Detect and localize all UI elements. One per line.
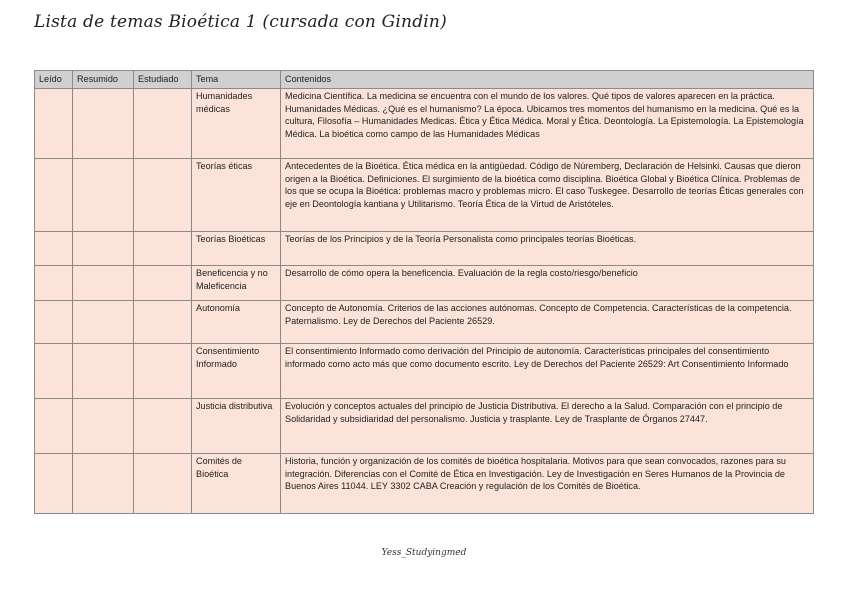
- leido-cell[interactable]: [35, 159, 73, 232]
- contenidos-cell: Medicina Científica. La medicina se encuentra con el mundo de los valores. Qué tipos de valores aparecen en la práctica. Humanidades Médicas. ¿Qué es el humanismo? La época. Ubicamos tres momentos del humanismo en la medicina. Qué es la cultura, Filosofía – Humanidades Medicas. Ética y Ética Médica. Moral y Ética. Deontología. La Epistemología. La Epistemología Médica. La bioética como campo de las Humanidades Médicas: [281, 89, 814, 159]
- leido-cell[interactable]: [35, 232, 73, 266]
- contenidos-cell: Historia, función y organización de los comités de bioética hospitalaria. Motivos para que sean convocados, razones para su integración. Diferencias con el Comité de Ética en Investigación. Ley de Investigación en Seres Humanos de la Provincia de Buenos Aires 11044. LEY 3302 CABA Creación y regulación de los Comités de Bioética.: [281, 454, 814, 514]
- footer-signature: Yess_Studyingmed: [381, 548, 467, 558]
- table-row: [35, 301, 814, 344]
- tema-cell: Teorías Bioéticas: [192, 232, 281, 266]
- header-tema: Tema: [192, 71, 281, 89]
- topics-table: [34, 70, 814, 514]
- contenidos-cell: Evolución y conceptos actuales del principio de Justicia Distributiva. El derecho a la Salud. Comparación con el principio de Solidaridad y subsidiaridad del personalismo. Justicia y trasplante. Ley de Trasplante de Órganos 27447.: [281, 399, 814, 454]
- tema-cell: Consentimiento Informado: [192, 344, 281, 399]
- contenidos-cell: El consentimiento Informado como derivación del Principio de autonomía. Características principales del consentimiento informado como acto más que como documento escrito. Ley de Derechos del Paciente 26529: Art Consentimiento Informado: [281, 344, 814, 399]
- tema-cell: Comités de Bioética: [192, 454, 281, 514]
- estudiado-cell[interactable]: [134, 232, 192, 266]
- resumido-cell[interactable]: [73, 266, 134, 301]
- leido-cell[interactable]: [35, 399, 73, 454]
- table-row: [35, 232, 814, 266]
- estudiado-cell[interactable]: [134, 344, 192, 399]
- contenidos-cell: Teorías de los Principios y de la Teoría Personalista como principales teorías Bioéticas.: [281, 232, 814, 266]
- resumido-cell[interactable]: [73, 232, 134, 266]
- table-row: [35, 266, 814, 301]
- header-contenidos: Contenidos: [281, 71, 814, 89]
- contenidos-cell: Desarrollo de cómo opera la beneficencia. Evaluación de la regla costo/riesgo/beneficio: [281, 266, 814, 301]
- resumido-cell[interactable]: [73, 399, 134, 454]
- table-header-row: [35, 71, 814, 89]
- header-resumido: Resumido: [73, 71, 134, 89]
- estudiado-cell[interactable]: [134, 454, 192, 514]
- tema-cell: Beneficencia y no Maleficencia: [192, 266, 281, 301]
- resumido-cell[interactable]: [73, 159, 134, 232]
- estudiado-cell[interactable]: [134, 89, 192, 159]
- tema-cell: Teorías éticas: [192, 159, 281, 232]
- leido-cell[interactable]: [35, 301, 73, 344]
- resumido-cell[interactable]: [73, 89, 134, 159]
- resumido-cell[interactable]: [73, 301, 134, 344]
- estudiado-cell[interactable]: [134, 301, 192, 344]
- leido-cell[interactable]: [35, 89, 73, 159]
- resumido-cell[interactable]: [73, 454, 134, 514]
- header-estudiado: Estudiado: [134, 71, 192, 89]
- estudiado-cell[interactable]: [134, 399, 192, 454]
- page-title: Lista de temas Bioética 1 (cursada con Gindin): [34, 12, 447, 32]
- table-row: [35, 344, 814, 399]
- tema-cell: Autonomía: [192, 301, 281, 344]
- leido-cell[interactable]: [35, 266, 73, 301]
- table-row: [35, 454, 814, 514]
- tema-cell: Justicia distributiva: [192, 399, 281, 454]
- header-leido: Leído: [35, 71, 73, 89]
- resumido-cell[interactable]: [73, 344, 134, 399]
- estudiado-cell[interactable]: [134, 266, 192, 301]
- table-row: [35, 89, 814, 159]
- estudiado-cell[interactable]: [134, 159, 192, 232]
- contenidos-cell: Antecedentes de la Bioética. Ética médica en la antigüedad. Código de Núremberg, Declaración de Helsinki. Causas que dieron origen a la Bioética. Definiciones. El surgimiento de la bioética como disciplina. Bioética Global y Bioética Clínica. Problemas de los que se ocupa la Bioética: problemas macro y problemas micro. El caso Tuskegee. Desarrollo de teorías Éticas generales con eje en Deontología kantiana y Utilitarismo. Teoría Ética de la Virtud de Aristóteles.: [281, 159, 814, 232]
- leido-cell[interactable]: [35, 344, 73, 399]
- table-row: [35, 399, 814, 454]
- leido-cell[interactable]: [35, 454, 73, 514]
- contenidos-cell: Concepto de Autonomía. Criterios de las acciones autónomas. Concepto de Competencia. Características de la competencia. Paternalismo. Ley de Derechos del Paciente 26529.: [281, 301, 814, 344]
- table-row: [35, 159, 814, 232]
- tema-cell: Humanidades médicas: [192, 89, 281, 159]
